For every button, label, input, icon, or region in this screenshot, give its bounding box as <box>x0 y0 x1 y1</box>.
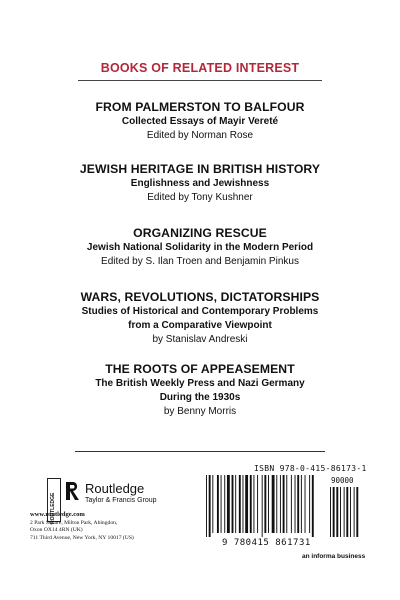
barcode-bar <box>283 475 285 533</box>
barcode-addon-bar <box>330 487 331 537</box>
barcode-bar <box>209 475 211 537</box>
barcode-addon-bar <box>344 487 345 537</box>
barcode-bar <box>264 475 266 533</box>
book-editor: Edited by S. Ilan Troen and Benjamin Pinkus <box>101 256 299 267</box>
publisher-group: Taylor & Francis Group <box>85 497 157 504</box>
book-editor: Edited by Tony Kushner <box>147 192 253 203</box>
book-entry <box>40 361 360 419</box>
book-subtitle: Collected Essays of Mayir Vereté <box>121 116 279 127</box>
barcode-bar <box>276 475 277 533</box>
barcode-addon-bar <box>340 487 341 537</box>
book-subtitle: The British Weekly Press and Nazi Germany <box>95 378 305 389</box>
informa-tagline: an informa business <box>302 553 366 560</box>
barcode-bar <box>250 475 252 533</box>
barcode-bar <box>227 475 230 533</box>
barcode-bar <box>305 475 306 533</box>
header-rule <box>78 80 322 81</box>
barcode-addon-bar <box>354 487 355 537</box>
barcode-bar <box>297 475 299 533</box>
barcode-bar <box>239 475 241 533</box>
barcode-bar <box>243 475 244 533</box>
book-editor: by Stanislav Andreski <box>152 334 248 345</box>
barcode-addon-bar <box>346 487 348 537</box>
barcode-bar <box>291 475 292 533</box>
barcode-bar <box>309 475 310 533</box>
book-subtitle: from a Comparative Viewpoint <box>128 320 272 331</box>
book-title: ORGANIZING RESCUE <box>133 226 267 240</box>
book-editor: Edited by Norman Rose <box>146 130 254 141</box>
barcode-bar <box>232 475 234 533</box>
isbn-text: ISBN 978-0-415-86173-1 <box>254 464 367 473</box>
book-entry <box>40 161 360 205</box>
barcode-bar <box>217 475 219 533</box>
barcode-addon-bar <box>333 487 335 537</box>
publisher-logo-vertical-text: ROUTLEDGE <box>50 492 56 524</box>
book-subtitle: Studies of Historical and Contemporary Problems <box>81 306 319 317</box>
section-header: BOOKS OF RELATED INTEREST <box>100 61 300 75</box>
barcode-bar <box>224 475 225 533</box>
barcode-addon-bar <box>350 487 351 537</box>
barcode-bar <box>235 475 236 533</box>
book-subtitle: Jewish National Solidarity in the Modern Period <box>86 242 314 253</box>
barcode-bar <box>253 475 254 533</box>
barcode-bar <box>312 475 314 537</box>
barcode-bar <box>206 475 207 537</box>
book-title: JEWISH HERITAGE IN BRITISH HISTORY <box>79 162 321 176</box>
publisher-address-line: 711 Third Avenue, New York, NY 10017 (US) <box>30 535 134 541</box>
barcode-number: 9 780415 861731 <box>222 538 311 548</box>
publisher-address-line: Oxon OX14 4RN (UK) <box>30 527 83 533</box>
book-editor: by Benny Morris <box>163 406 237 417</box>
barcode-bar <box>301 475 302 533</box>
book-subtitle: Englishness and Jewishness <box>130 178 270 189</box>
barcode-bar <box>268 475 269 533</box>
barcode-bar <box>245 475 248 533</box>
footer-rule <box>75 451 325 452</box>
routledge-r-icon <box>64 480 82 502</box>
book-title: FROM PALMERSTON TO BALFOUR <box>95 100 305 114</box>
barcode-bar <box>295 475 296 533</box>
book-subtitle: During the 1930s <box>159 392 241 403</box>
publisher-url[interactable]: www.routledge.com <box>30 511 85 518</box>
book-entry <box>40 99 360 143</box>
book-entry <box>40 289 360 347</box>
barcode-addon-bar <box>336 487 338 537</box>
barcode-addon-bar <box>356 487 358 537</box>
barcode-bar <box>286 475 287 533</box>
barcode-bar <box>262 475 263 537</box>
book-title: WARS, REVOLUTIONS, DICTATORSHIPS <box>80 290 320 304</box>
book-entry <box>40 225 360 269</box>
barcode-bar <box>257 475 258 533</box>
barcode-addon-number: 90000 <box>331 476 354 485</box>
publisher-name: Routledge <box>85 481 145 496</box>
barcode-bar <box>272 475 275 533</box>
book-title: THE ROOTS OF APPEASEMENT <box>105 362 295 376</box>
barcode-bar <box>280 475 281 533</box>
barcode-bar <box>212 475 213 533</box>
barcode-bar <box>221 475 222 533</box>
publisher-address-line: 2 Park Square, Milton Park, Abingdon, <box>30 520 118 526</box>
